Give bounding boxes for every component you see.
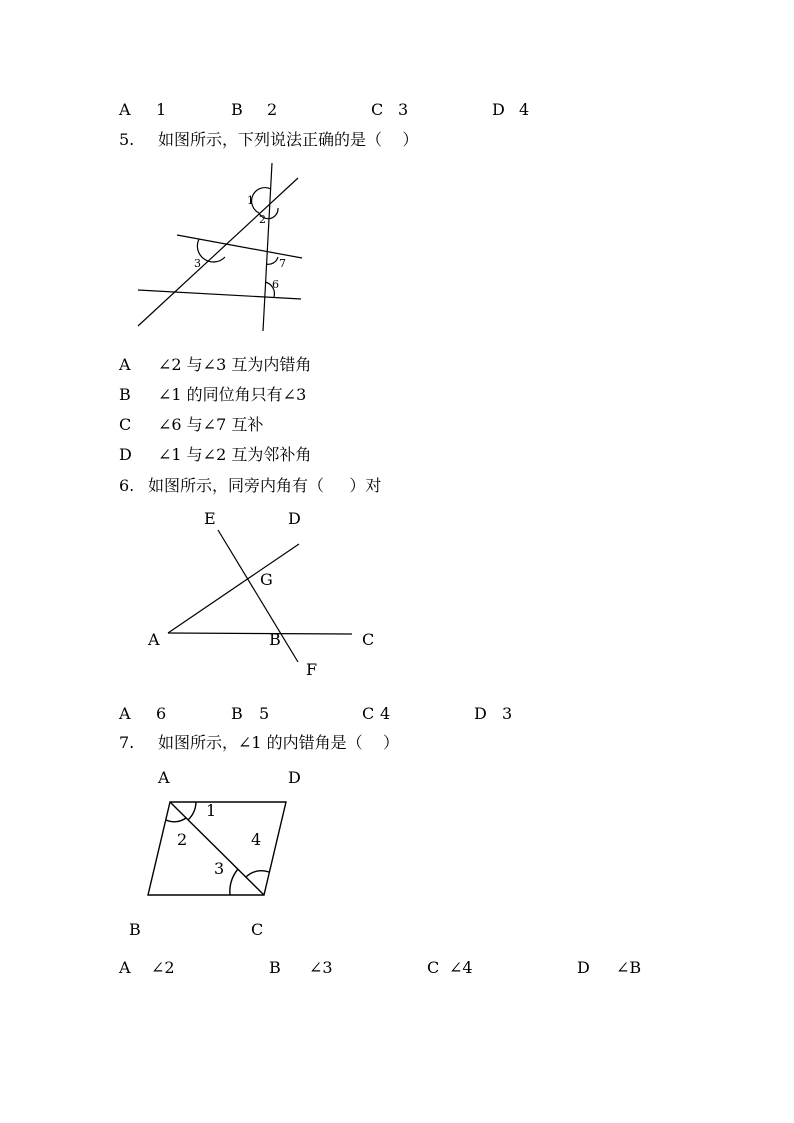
q6-stem: 如图所示，同旁内角有（ ）对	[148, 476, 382, 495]
q7-option-c-text: ∠4	[449, 958, 473, 977]
q7-label-4: 4	[251, 830, 262, 849]
q4-option-c-letter: C	[371, 100, 384, 119]
q4-option-b-text: 2	[267, 100, 278, 119]
q5-option-a-letter: A	[119, 355, 131, 374]
q7-number: 7.	[119, 733, 135, 752]
q7-option-b-letter: B	[269, 958, 281, 977]
q6-option-d-text: 3	[502, 704, 513, 723]
q4-option-a-letter: A	[119, 100, 131, 119]
q7-option-d-letter: D	[577, 958, 590, 977]
q5-option-a-text: ∠2 与∠3 互为内错角	[158, 355, 312, 374]
q7-option-a-letter: A	[119, 958, 131, 977]
q4-option-a-text: 1	[156, 100, 167, 119]
q7-stem: 如图所示，∠1 的内错角是（ ）	[158, 733, 400, 752]
q7-angle-arc-3	[230, 869, 238, 895]
q6-label-c: C	[362, 630, 375, 649]
q5-option-d-text: ∠1 与∠2 互为邻补角	[158, 445, 312, 464]
q4-option-d-text: 4	[519, 100, 530, 119]
q6-number: 6.	[119, 476, 135, 495]
q4-option-c-text: 3	[398, 100, 409, 119]
q5-label-6: 6	[272, 278, 279, 291]
q5-option-c-text: ∠6 与∠7 互补	[158, 415, 264, 434]
q5-label-1: 1	[247, 194, 254, 207]
q6-option-d-letter: D	[474, 704, 487, 723]
q7-angle-arc-4	[246, 871, 269, 877]
q5-option-b-letter: B	[119, 385, 131, 404]
q6-option-b-text: 5	[259, 704, 270, 723]
q6-option-c-letter: C	[362, 704, 375, 723]
q5-label-2: 2	[259, 213, 266, 226]
q4-option-d-letter: D	[492, 100, 505, 119]
q7-option-c-letter: C	[427, 958, 440, 977]
q5-stem: 如图所示，下列说法正确的是（ ）	[158, 130, 419, 149]
q7-option-a-text: ∠2	[151, 958, 175, 977]
q6-option-c-text: 4	[380, 704, 391, 723]
q6-option-b-letter: B	[231, 704, 243, 723]
q7-label-a: A	[158, 768, 170, 787]
q7-angle-arc-1	[188, 802, 196, 820]
q7-label-3: 3	[214, 859, 225, 878]
q7-option-d-text: ∠B	[616, 958, 642, 977]
q7-angle-arc-2	[166, 818, 186, 822]
q7-option-b-text: ∠3	[309, 958, 333, 977]
q6-option-a-text: 6	[156, 704, 167, 723]
q5-option-d-letter: D	[119, 445, 132, 464]
q6-option-a-letter: A	[119, 704, 131, 723]
q7-label-c: C	[251, 920, 264, 939]
q4-option-b-letter: B	[231, 100, 243, 119]
q6-label-b: B	[269, 630, 281, 649]
q5-option-c-letter: C	[119, 415, 132, 434]
q5-number: 5.	[119, 130, 135, 149]
q7-label-d: D	[288, 768, 301, 787]
q6-label-e: E	[204, 509, 216, 528]
q6-label-g: G	[260, 570, 273, 589]
q6-label-d: D	[288, 509, 301, 528]
q5-label-3: 3	[194, 257, 201, 270]
q7-label-b: B	[129, 920, 141, 939]
q7-label-1: 1	[206, 801, 217, 820]
q5-option-b-text: ∠1 的同位角只有∠3	[158, 385, 307, 404]
q7-label-2: 2	[177, 830, 188, 849]
q6-label-a: A	[148, 630, 160, 649]
q6-label-f: F	[306, 660, 318, 679]
q5-label-7: 7	[279, 257, 286, 270]
